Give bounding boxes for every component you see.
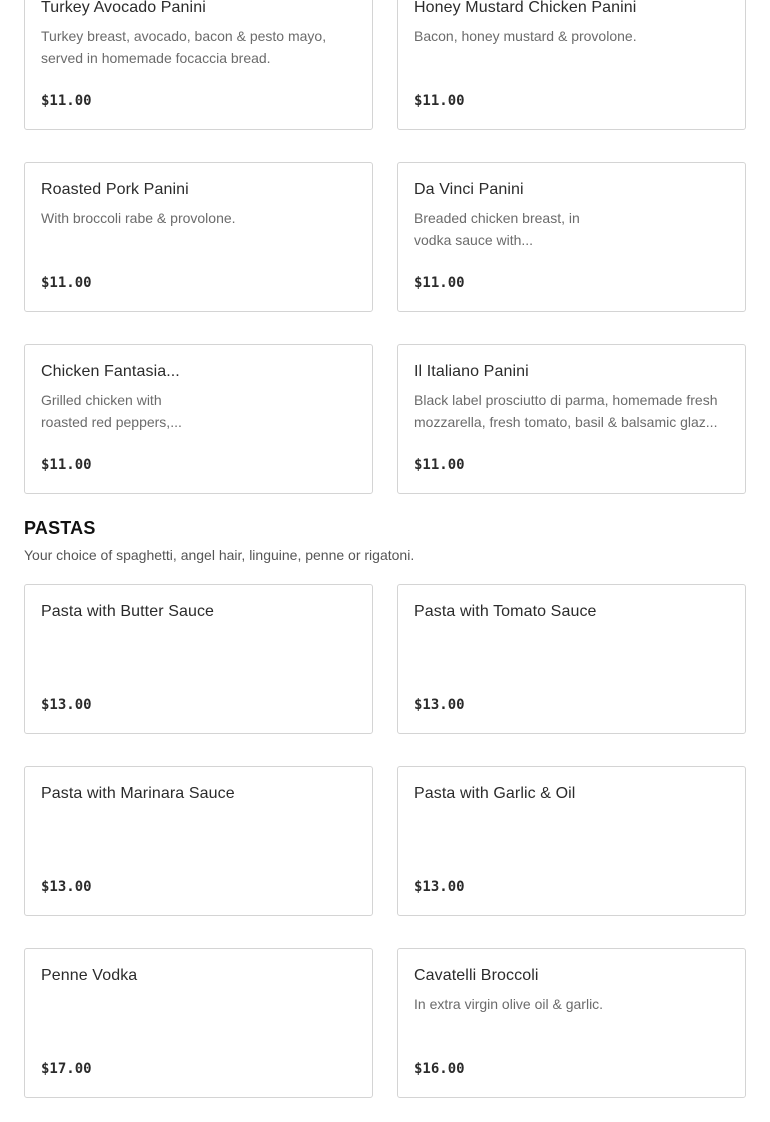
item-price: $13.00 [41, 697, 92, 713]
item-description: Black label prosciutto di parma, homemade fresh mozzarella, fresh tomato, basil & balsamic glaz... [414, 392, 718, 430]
section-subtitle-pastas: Your choice of spaghetti, angel hair, linguine, penne or rigatoni. [24, 547, 415, 563]
item-name: Penne Vodka [41, 967, 138, 984]
menu-item-card[interactable] [397, 766, 746, 916]
item-price: $11.00 [414, 275, 465, 291]
item-name: Chicken Fantasia... [41, 363, 180, 380]
item-name: Pasta with Butter Sauce [41, 603, 215, 620]
item-price: $13.00 [414, 879, 465, 895]
menu-item-card[interactable] [24, 344, 373, 494]
panini-items-grid [24, 0, 746, 494]
menu-item-card[interactable] [397, 0, 746, 130]
item-price: $11.00 [41, 275, 92, 291]
item-price: $11.00 [41, 93, 92, 109]
item-name: Roasted Pork Panini [41, 181, 189, 198]
item-description: Turkey breast, avocado, bacon & pesto mayo, served in homemade focaccia bread. [41, 28, 327, 66]
item-description: In extra virgin olive oil & garlic. [414, 996, 604, 1012]
item-price: $13.00 [41, 879, 92, 895]
item-price: $11.00 [414, 457, 465, 473]
item-name: Cavatelli Broccoli [414, 967, 539, 984]
item-name: Pasta with Tomato Sauce [414, 603, 597, 620]
menu-item-card[interactable] [24, 948, 373, 1098]
menu-item-card[interactable] [24, 0, 373, 130]
pastas-items-grid [24, 584, 746, 1098]
item-price: $11.00 [41, 457, 92, 473]
menu-item-card[interactable] [24, 162, 373, 312]
item-price: $16.00 [414, 1061, 465, 1077]
item-description: Bacon, honey mustard & provolone. [414, 28, 637, 44]
item-price: $13.00 [414, 697, 465, 713]
item-description: With broccoli rabe & provolone. [41, 210, 236, 226]
item-name: Da Vinci Panini [414, 181, 524, 198]
menu-item-card[interactable] [397, 584, 746, 734]
item-name: Pasta with Marinara Sauce [41, 785, 235, 802]
menu-item-card[interactable] [24, 584, 373, 734]
item-name: Il Italiano Panini [414, 363, 529, 380]
item-name: Pasta with Garlic & Oil [414, 785, 576, 802]
menu-item-card[interactable] [397, 162, 746, 312]
menu-item-card[interactable] [397, 948, 746, 1098]
item-name: Honey Mustard Chicken Panini [414, 0, 637, 16]
menu-item-card[interactable] [24, 766, 373, 916]
item-description: Breaded chicken breast, in vodka sauce with... [414, 210, 580, 248]
section-title-pastas: PASTAS [24, 518, 96, 538]
item-price: $11.00 [414, 93, 465, 109]
item-price: $17.00 [41, 1061, 92, 1077]
item-description: Grilled chicken with roasted red peppers,... [41, 392, 182, 430]
menu-item-card[interactable] [397, 344, 746, 494]
item-name: Turkey Avocado Panini [41, 0, 206, 16]
